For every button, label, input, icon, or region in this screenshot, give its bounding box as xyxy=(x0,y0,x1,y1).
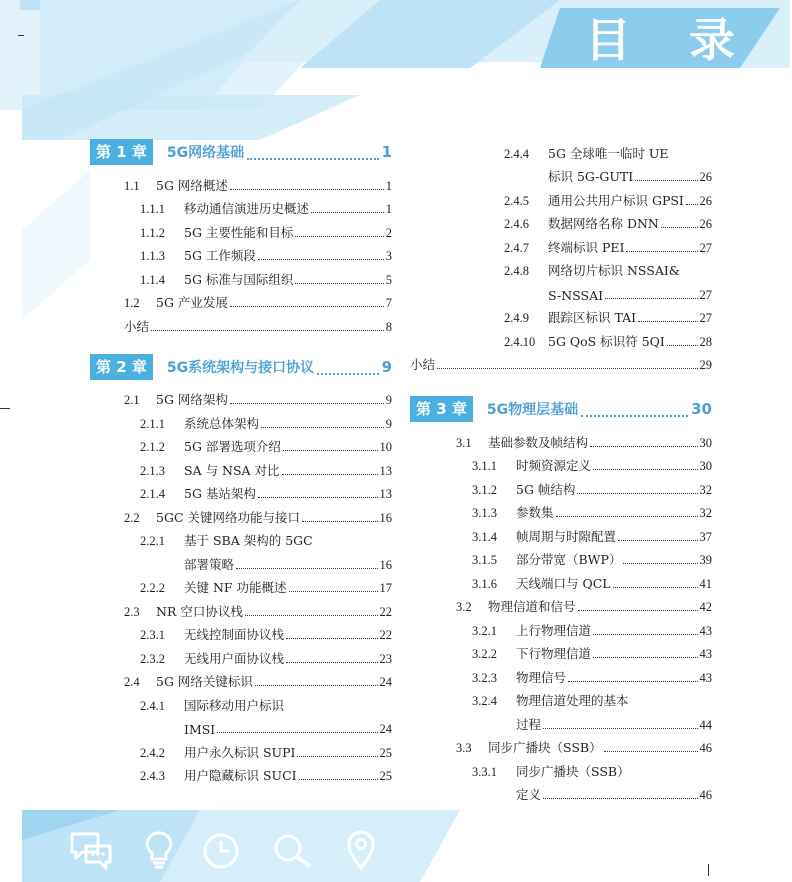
dot-leader xyxy=(437,368,697,369)
page-number: 23 xyxy=(379,651,392,666)
dot-leader xyxy=(236,568,377,569)
toc-entry[interactable] xyxy=(90,549,392,573)
section-title: 5G 基站架构 xyxy=(184,486,256,501)
page-number: 29 xyxy=(699,358,712,372)
chapter-heading[interactable] xyxy=(90,138,392,166)
dot-leader xyxy=(618,540,697,541)
section-number: 3.2.4 xyxy=(472,694,497,708)
toc-entry[interactable] xyxy=(90,432,392,456)
toc-entry[interactable] xyxy=(90,502,392,526)
page-number: 3 xyxy=(385,249,392,263)
chat-icon xyxy=(68,830,114,870)
chapter-title: 5G网络基础 xyxy=(166,145,245,161)
toc-entry[interactable] xyxy=(410,733,712,757)
section-number: 1.1.2 xyxy=(140,225,165,240)
dot-leader xyxy=(247,144,378,160)
section-title: 5G 主要性能和目标 xyxy=(184,224,294,240)
page-number: 16 xyxy=(379,557,392,572)
section-title: 标识 5G-GUTI xyxy=(548,169,634,184)
page-number: 17 xyxy=(379,581,392,595)
section-number: 2.4.2 xyxy=(140,745,165,760)
toc-entry[interactable] xyxy=(410,568,712,592)
toc-entry[interactable] xyxy=(410,780,712,804)
section-title: 5G 网络关键标识 xyxy=(156,674,253,689)
section-number: 2.2.1 xyxy=(140,534,165,548)
dot-leader xyxy=(217,732,377,733)
section-number: 2.3.2 xyxy=(140,651,165,666)
page-number: 13 xyxy=(379,487,392,501)
page-number: 32 xyxy=(699,482,712,497)
section-title: S-NSSAI xyxy=(548,287,604,303)
dot-leader xyxy=(590,446,697,447)
search-icon xyxy=(272,832,314,870)
section-title: 部分带宽（BWP） xyxy=(516,552,622,567)
dot-leader xyxy=(258,497,378,498)
section-title: 过程 xyxy=(516,716,542,732)
page-number: 32 xyxy=(699,506,712,520)
section-number: 2.4.10 xyxy=(504,334,536,349)
section-number: 3.1.3 xyxy=(472,506,497,520)
dot-leader xyxy=(577,493,697,494)
toc-right-column xyxy=(410,138,712,803)
toc-entry[interactable] xyxy=(90,620,392,644)
page-number: 46 xyxy=(699,788,712,802)
section-title: 基于 SBA 架构的 5GC xyxy=(184,533,313,548)
toc-entry[interactable] xyxy=(410,686,712,710)
dot-leader xyxy=(593,657,697,658)
page-number: 24 xyxy=(379,675,392,689)
dot-leader xyxy=(151,330,384,331)
section-number: 2.1.4 xyxy=(140,487,165,501)
page-number: 27 xyxy=(699,311,712,325)
toc-left-column xyxy=(90,138,392,784)
page-number: 37 xyxy=(699,529,712,544)
page-title-char: 目 xyxy=(585,13,631,67)
page-number: 8 xyxy=(385,319,392,334)
section-title: 数据网络名称 DNN xyxy=(548,216,659,231)
section-number: 2.4 xyxy=(124,675,140,689)
section-title: 5GC 关键网络功能与接口 xyxy=(156,509,300,525)
toc-entry[interactable] xyxy=(410,162,712,186)
section-title: IMSI xyxy=(184,722,216,737)
toc-entry[interactable] xyxy=(90,573,392,597)
section-number: 2.2.2 xyxy=(140,581,165,595)
page-number: 7 xyxy=(385,296,392,310)
clock-icon xyxy=(202,832,240,870)
page-number: 30 xyxy=(699,435,712,450)
toc-entry[interactable] xyxy=(410,256,712,280)
chapter-badge: 第 2 章 xyxy=(90,354,153,380)
section-title: 基础参数及帧结构 xyxy=(488,434,589,450)
page-number: 1 xyxy=(385,178,392,193)
section-number: 2.2 xyxy=(124,510,140,525)
dot-leader xyxy=(286,662,377,663)
toc-entry[interactable] xyxy=(90,714,392,738)
section-number: 1.1.4 xyxy=(140,272,165,287)
section-title: 定义 xyxy=(516,787,542,802)
page-number: 43 xyxy=(699,623,712,638)
page-number: 25 xyxy=(379,745,392,760)
section-number: 3.1 xyxy=(456,435,472,450)
page-number: 43 xyxy=(699,670,712,685)
dot-leader xyxy=(311,212,384,213)
section-title: 国际移动用户标识 xyxy=(184,697,285,713)
page-number: 42 xyxy=(699,600,712,614)
section-number: 3.1.4 xyxy=(472,529,497,544)
page-title-char: 录 xyxy=(689,13,735,67)
section-title: 5G QoS 标识符 5QI xyxy=(548,333,665,349)
section-number: 3.3.1 xyxy=(472,764,497,779)
toc-entry[interactable] xyxy=(90,408,392,432)
dot-leader xyxy=(289,591,378,592)
toc-entry[interactable] xyxy=(90,643,392,667)
page-number: 9 xyxy=(385,416,392,431)
toc-entry[interactable] xyxy=(90,526,392,550)
page-number: 27 xyxy=(699,287,712,302)
chapter-page: 9 xyxy=(381,357,392,376)
section-number: 1.1.3 xyxy=(140,249,165,263)
page-number: 28 xyxy=(699,334,712,349)
toc-entry[interactable] xyxy=(90,288,392,312)
toc-entry[interactable] xyxy=(90,241,392,265)
section-title: 无线用户面协议栈 xyxy=(184,650,285,666)
location-pin-icon xyxy=(344,828,378,872)
dot-leader xyxy=(626,251,697,252)
dot-leader xyxy=(282,474,378,475)
footer-icon-bar xyxy=(60,828,390,874)
toc-entry[interactable] xyxy=(90,479,392,503)
toc-entry[interactable] xyxy=(90,737,392,761)
chapter-badge: 第 1 章 xyxy=(90,139,153,165)
dot-leader xyxy=(286,638,377,639)
section-number: 2.3 xyxy=(124,604,140,619)
section-title: 5G 网络概述 xyxy=(156,177,228,193)
dot-leader xyxy=(638,321,697,322)
section-title: 5G 全球唯一临时 UE xyxy=(548,145,669,161)
section-title: 用户永久标识 SUPI xyxy=(184,744,296,760)
dot-leader xyxy=(297,756,377,757)
section-title: 5G 网络架构 xyxy=(156,392,228,407)
section-title: 关键 NF 功能概述 xyxy=(184,580,287,595)
page-number: 13 xyxy=(379,463,392,478)
section-number: 2.4.3 xyxy=(140,769,165,783)
dot-leader xyxy=(230,306,384,307)
section-title: 系统总体架构 xyxy=(184,415,260,431)
chapter-page: 1 xyxy=(381,143,392,161)
dot-leader xyxy=(302,521,378,522)
dot-leader xyxy=(635,180,697,181)
page-number: 46 xyxy=(699,741,712,755)
toc-entry[interactable] xyxy=(410,639,712,663)
crop-mark xyxy=(0,408,10,409)
dot-leader xyxy=(255,685,378,686)
section-title: 无线控制面协议栈 xyxy=(184,627,285,642)
dot-leader xyxy=(604,751,698,752)
section-title: 参数集 xyxy=(516,505,554,520)
toc-entry[interactable] xyxy=(410,498,712,522)
section-title: NR 空口协议栈 xyxy=(156,603,243,619)
chapter-heading[interactable] xyxy=(90,353,392,381)
section-title: 上行物理信道 xyxy=(516,622,592,638)
section-number: 3.1.5 xyxy=(472,553,497,567)
toc-entry[interactable] xyxy=(90,264,392,288)
toc-entry[interactable] xyxy=(410,279,712,303)
toc-entry[interactable] xyxy=(410,615,712,639)
dot-leader xyxy=(667,345,698,346)
section-title: 用户隐藏标识 SUCI xyxy=(184,768,297,783)
toc-entry[interactable] xyxy=(90,455,392,479)
dot-leader xyxy=(661,227,698,228)
toc-entry[interactable] xyxy=(410,303,712,327)
dot-leader xyxy=(578,610,698,611)
section-title: 5G 标准与国际组织 xyxy=(184,271,294,287)
page-number: 39 xyxy=(699,553,712,567)
toc-entry[interactable] xyxy=(410,427,712,451)
section-title: 下行物理信道 xyxy=(516,646,592,661)
dot-leader xyxy=(686,204,698,205)
page-number: 43 xyxy=(699,647,712,661)
page-number: 24 xyxy=(379,722,392,736)
section-title: 小结 xyxy=(124,318,150,334)
section-title: 5G 部署选项介绍 xyxy=(184,439,281,454)
page-number: 30 xyxy=(699,459,712,473)
page-number: 25 xyxy=(379,769,392,783)
section-title: 5G 帧结构 xyxy=(516,481,576,497)
dot-leader xyxy=(543,728,697,729)
toc-entry[interactable] xyxy=(410,185,712,209)
dot-leader xyxy=(568,681,697,682)
section-number: 1.1 xyxy=(124,178,140,193)
page-number: 44 xyxy=(699,717,712,732)
dot-leader xyxy=(295,236,383,237)
toc-entry[interactable] xyxy=(410,209,712,233)
toc-list xyxy=(90,385,392,785)
section-title: 部署策略 xyxy=(184,556,235,572)
section-title: 帧周期与时隙配置 xyxy=(516,528,617,544)
toc-entry[interactable] xyxy=(410,521,712,545)
chapter-heading[interactable] xyxy=(410,395,712,423)
section-number: 2.4.4 xyxy=(504,146,529,161)
section-number: 2.1.1 xyxy=(140,416,165,431)
crop-mark xyxy=(18,35,24,36)
section-number: 3.2 xyxy=(456,600,472,614)
dot-leader xyxy=(261,427,384,428)
dot-leader xyxy=(605,298,697,299)
dot-leader xyxy=(317,359,378,375)
dot-leader xyxy=(295,283,383,284)
section-title: 时频资源定义 xyxy=(516,458,592,473)
toc-entry[interactable] xyxy=(410,709,712,733)
section-number: 2.1 xyxy=(124,393,140,407)
section-title: 天线端口与 QCL xyxy=(516,575,611,591)
toc-entry[interactable] xyxy=(90,170,392,194)
chapter-title: 5G物理层基础 xyxy=(486,402,579,418)
page-number: 2 xyxy=(385,225,392,240)
toc-list xyxy=(90,170,392,335)
section-title: 同步广播块（SSB） xyxy=(516,763,630,779)
section-number: 2.4.1 xyxy=(140,698,165,713)
section-number: 3.2.1 xyxy=(472,623,497,638)
toc-entry[interactable] xyxy=(410,138,712,162)
section-number: 3.1.6 xyxy=(472,576,497,591)
toc-list xyxy=(410,427,712,803)
toc-entry[interactable] xyxy=(410,545,712,569)
section-number: 2.1.3 xyxy=(140,463,165,478)
toc-entry[interactable] xyxy=(90,385,392,409)
section-title: 移动通信演进历史概述 xyxy=(184,201,310,216)
dot-leader xyxy=(230,189,384,190)
chapter-badge: 第 3 章 xyxy=(410,396,473,422)
dot-leader xyxy=(593,634,697,635)
section-number: 1.2 xyxy=(124,296,140,310)
section-title: 物理信道处理的基本 xyxy=(516,693,629,708)
dot-leader xyxy=(623,563,697,564)
page-title xyxy=(585,14,735,66)
section-number: 2.4.8 xyxy=(504,264,529,278)
section-number: 2.4.5 xyxy=(504,193,529,208)
page-number: 26 xyxy=(699,217,712,231)
toc-entry[interactable] xyxy=(410,474,712,498)
dot-leader xyxy=(613,587,698,588)
toc-entry[interactable] xyxy=(410,592,712,616)
toc-entry[interactable] xyxy=(410,232,712,256)
section-number: 3.1.1 xyxy=(472,459,497,473)
toc-entry[interactable] xyxy=(410,756,712,780)
toc-entry[interactable] xyxy=(90,667,392,691)
section-number: 2.4.7 xyxy=(504,240,529,255)
section-title: SA 与 NSA 对比 xyxy=(184,462,280,478)
toc-list xyxy=(410,138,712,373)
toc-entry[interactable] xyxy=(90,596,392,620)
section-number: 3.1.2 xyxy=(472,482,497,497)
section-title: 跟踪区标识 TAI xyxy=(548,310,637,325)
lightbulb-icon xyxy=(144,830,174,870)
page-number: 16 xyxy=(379,510,392,525)
dot-leader xyxy=(283,450,378,451)
page-number: 22 xyxy=(379,604,392,619)
section-title: 5G 产业发展 xyxy=(156,295,228,310)
crop-mark xyxy=(708,864,709,876)
page-number: 5 xyxy=(385,272,392,287)
section-number: 2.3.1 xyxy=(140,628,165,642)
section-title: 物理信道和信号 xyxy=(488,599,576,614)
toc-entry[interactable] xyxy=(410,662,712,686)
section-number: 3.2.3 xyxy=(472,670,497,685)
page-number: 26 xyxy=(699,170,712,184)
dot-leader xyxy=(581,401,688,417)
dot-leader xyxy=(245,615,378,616)
toc-entry[interactable] xyxy=(90,690,392,714)
section-title: 同步广播块（SSB） xyxy=(488,740,602,755)
page-number: 41 xyxy=(699,576,712,591)
page-number: 27 xyxy=(699,240,712,255)
section-title: 通用公共用户标识 GPSI xyxy=(548,192,684,208)
dot-leader xyxy=(556,516,698,517)
page-number: 9 xyxy=(385,393,392,407)
page-number: 10 xyxy=(379,440,392,454)
chapter-page: 30 xyxy=(691,400,712,418)
toc-entry[interactable] xyxy=(410,350,712,374)
section-title: 5G 工作频段 xyxy=(184,248,256,263)
toc-entry[interactable] xyxy=(90,194,392,218)
section-number: 2.4.9 xyxy=(504,311,529,325)
section-title: 网络切片标识 NSSAI& xyxy=(548,263,680,278)
section-number: 2.4.6 xyxy=(504,217,529,231)
page-number: 22 xyxy=(379,628,392,642)
section-number: 1.1.1 xyxy=(140,202,165,216)
dot-leader xyxy=(230,403,384,404)
section-number: 2.1.2 xyxy=(140,440,165,454)
page-number: 26 xyxy=(699,193,712,208)
section-number: 3.3 xyxy=(456,741,472,755)
section-number: 3.2.2 xyxy=(472,647,497,661)
toc-entry[interactable] xyxy=(90,761,392,785)
dot-leader xyxy=(593,469,697,470)
dot-leader xyxy=(299,779,378,780)
section-title: 终端标识 PEI xyxy=(548,239,625,255)
toc-entry[interactable] xyxy=(410,451,712,475)
toc-entry[interactable] xyxy=(410,326,712,350)
dot-leader xyxy=(543,798,697,799)
section-title: 物理信号 xyxy=(516,669,567,685)
chapter-title: 5G系统架构与接口协议 xyxy=(166,359,315,376)
section-title: 小结 xyxy=(410,357,436,372)
toc-entry[interactable] xyxy=(90,311,392,335)
dot-leader xyxy=(258,259,384,260)
page-number: 1 xyxy=(385,202,392,216)
toc-entry[interactable] xyxy=(90,217,392,241)
